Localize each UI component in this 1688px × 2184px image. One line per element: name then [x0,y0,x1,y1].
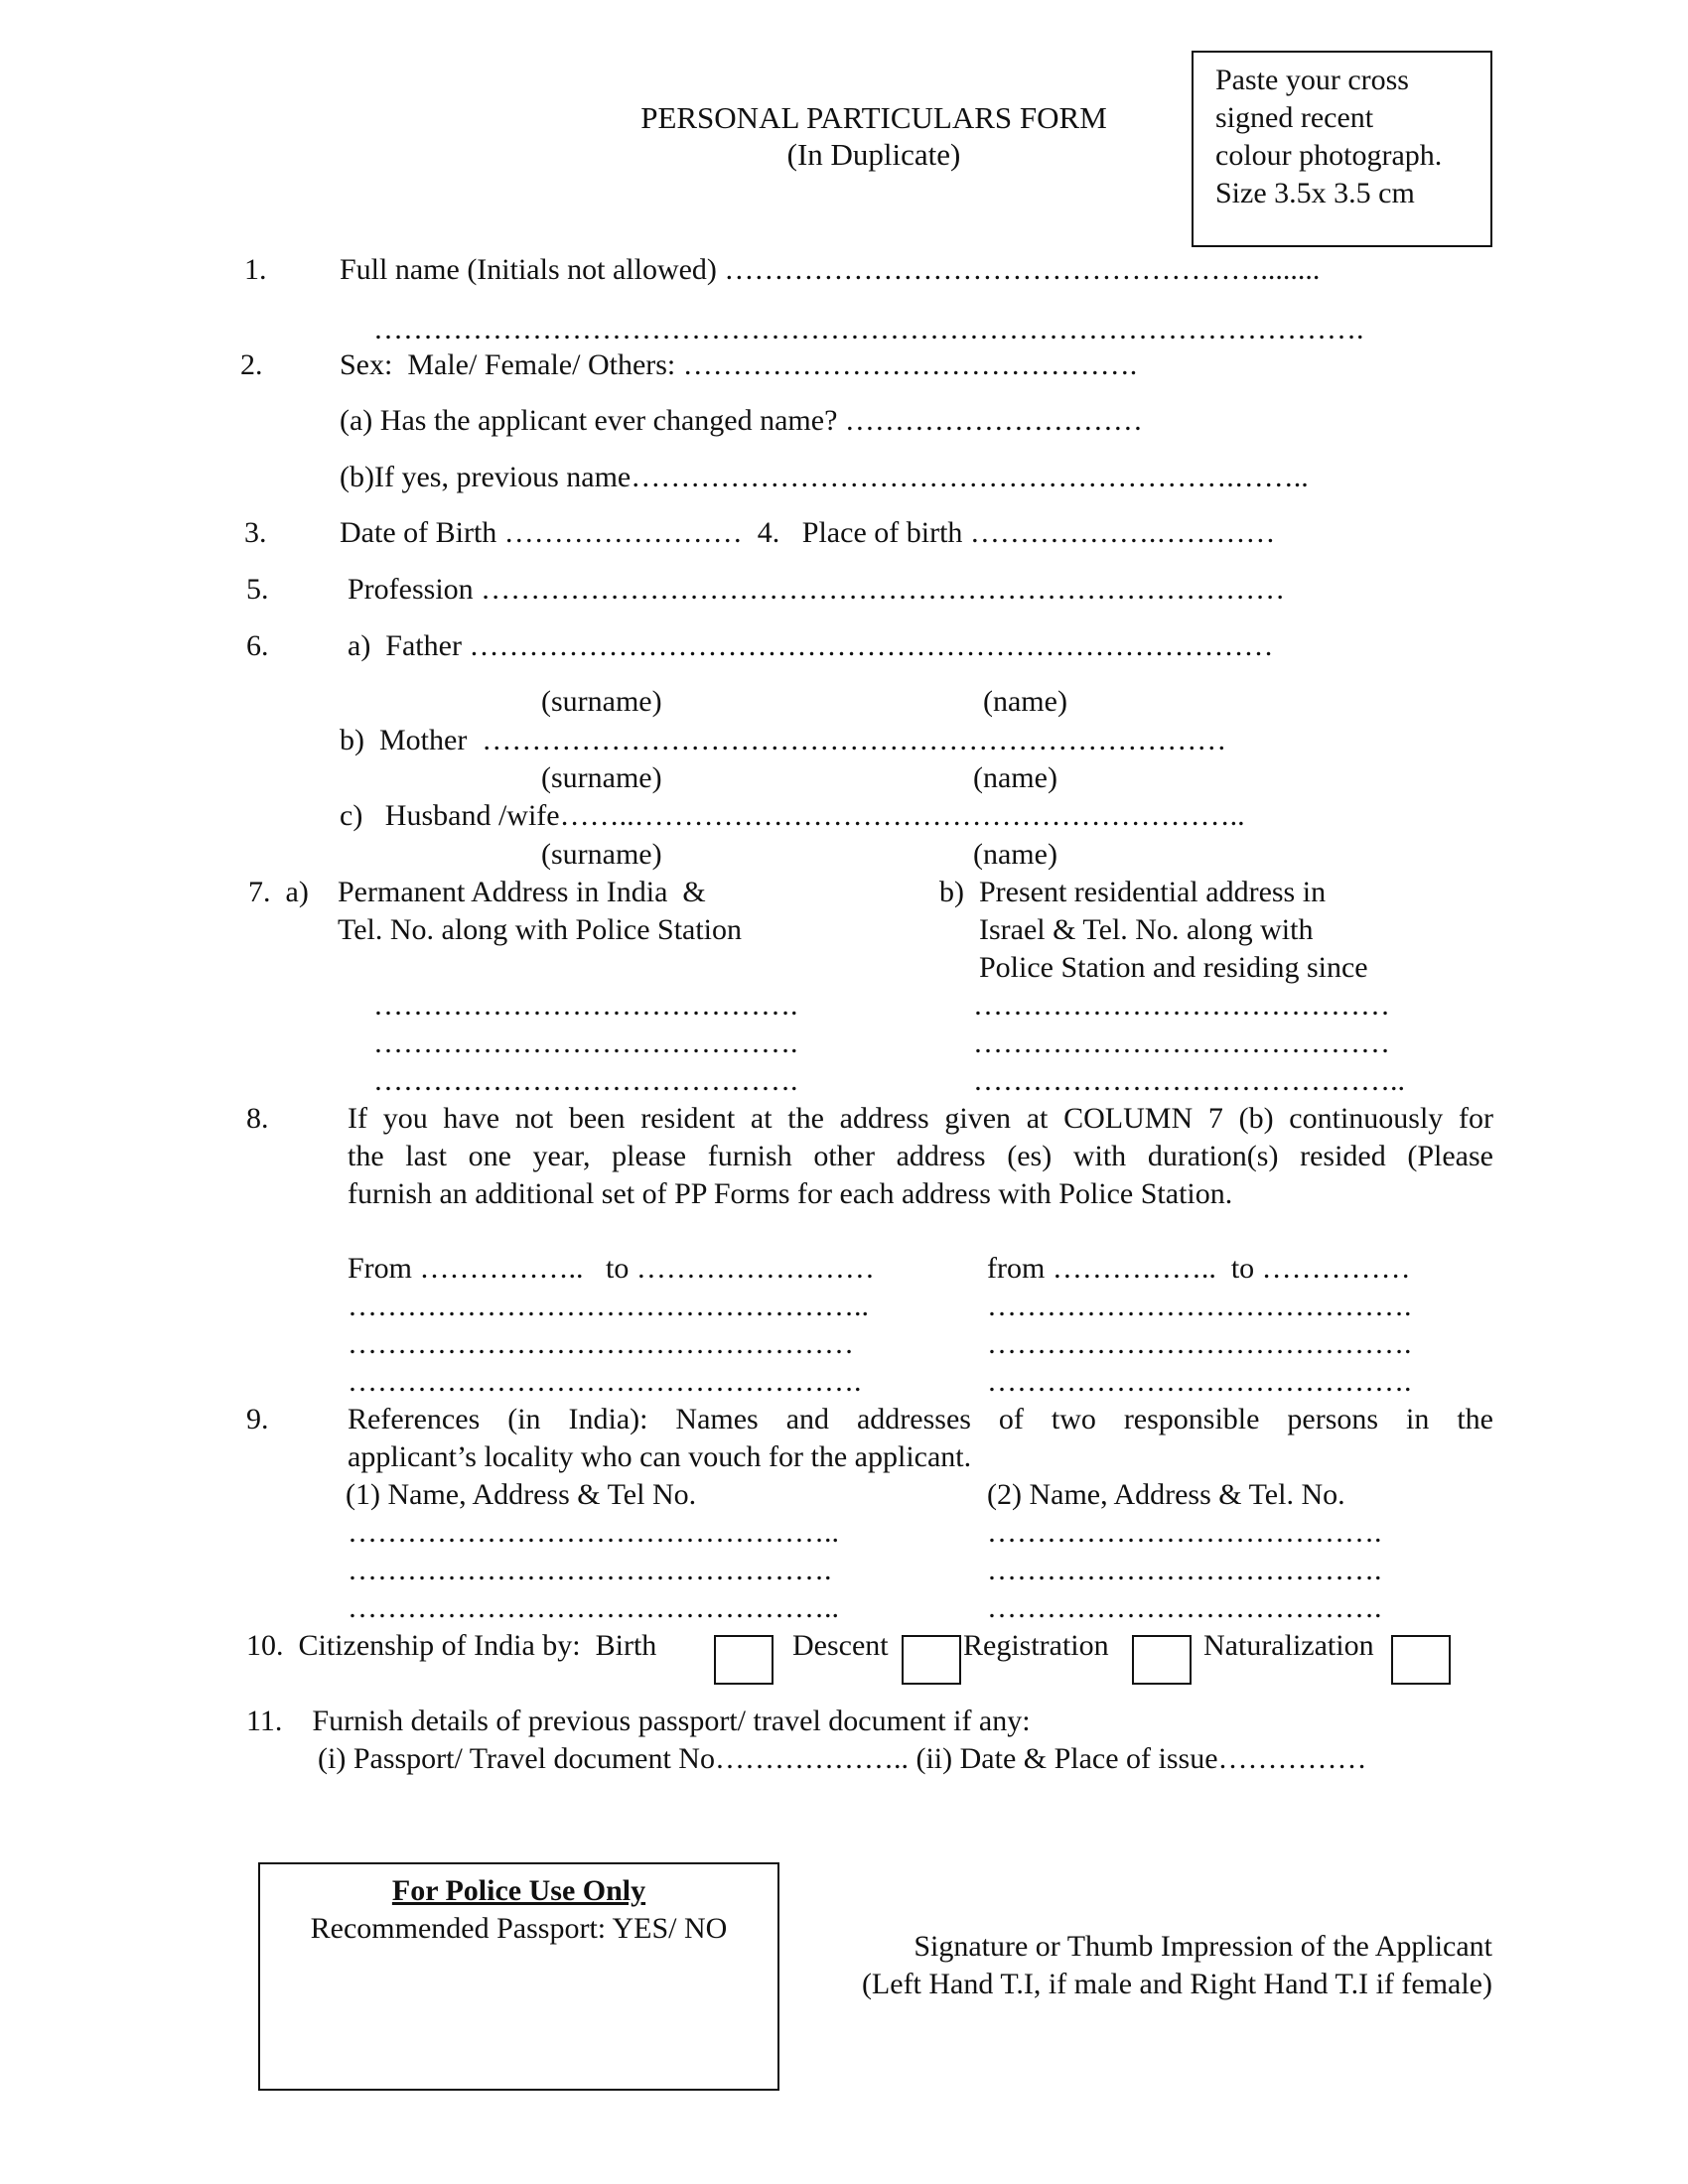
photo-instruction-line1: Paste your cross [1215,64,1409,96]
police-use-heading: For Police Use Only [391,1874,646,1907]
previous-address-2-line3[interactable]: ……………………………………. [987,1365,1412,1398]
mother-surname-caption: (surname) [541,761,662,794]
permanent-address-label: Permanent Address in India & [338,876,706,908]
previous-address-2-line2[interactable]: ……………………………………. [987,1327,1412,1360]
photo-box[interactable] [1192,51,1492,247]
reference-2-label: (2) Name, Address & Tel. No. [987,1478,1345,1511]
spouse-name-caption: (name) [973,838,1057,871]
q8-number: 8. [246,1102,269,1135]
citizenship-registration-checkbox[interactable] [1132,1635,1192,1685]
reference-1-line1[interactable]: ………………………………………….. [348,1516,839,1549]
q7a-number: 7. a) [248,876,309,908]
form-subtitle: (In Duplicate) [786,137,961,172]
permanent-address-line3[interactable]: ……………………………………. [373,1064,798,1097]
present-address-label-2: Israel & Tel. No. along with [979,913,1314,946]
previous-name-field[interactable]: (b)If yes, previous name…………………………………………………….…….. [340,461,1309,493]
reference-1-label: (1) Name, Address & Tel No. [346,1478,697,1511]
name-changed-field[interactable]: (a) Has the applicant ever changed name? ………………………… [340,404,1143,437]
citizenship-naturalization-checkbox[interactable] [1391,1635,1451,1685]
mother-name-caption: (name) [973,761,1057,794]
previous-address-dates-2[interactable]: from …………….. to …………… [987,1252,1411,1285]
previous-address-1-line1[interactable]: …………………………………………….. [348,1290,869,1322]
q5-number: 5. [246,573,269,606]
q8-instruction-line2: the last one year, please furnish other address (es) with duration(s) resided (Please [348,1140,1493,1172]
present-address-line1[interactable]: …………………………………… [973,989,1390,1022]
form-title: PERSONAL PARTICULARS FORM [640,100,1107,135]
previous-address-1-line3[interactable]: ……………………………………………. [348,1365,862,1398]
photo-instruction-line4: Size 3.5x 3.5 cm [1215,177,1415,209]
photo-instruction-line3: colour photograph. [1215,139,1443,172]
permanent-address-label-2: Tel. No. along with Police Station [338,913,743,946]
citizenship-descent-checkbox[interactable] [902,1635,961,1685]
mother-field[interactable]: b) Mother ………………………………………………………………… [340,724,1227,756]
q3-number: 3. [244,516,267,549]
reference-2-line1[interactable]: …………………………………. [987,1516,1382,1549]
reference-1-line2[interactable]: …………………………………………. [348,1554,832,1586]
permanent-address-line2[interactable]: ……………………………………. [373,1026,798,1059]
citizenship-birth-checkbox[interactable] [714,1635,774,1685]
present-address-label-3: Police Station and residing since [979,951,1368,984]
sex-field[interactable]: Sex: Male/ Female/ Others: ………………………………………. [340,348,1138,381]
q8-instruction-line1: If you have not been resident at the address given at COLUMN 7 (b) continuously for [348,1102,1493,1135]
q6-number: 6. [246,629,269,662]
q1-number: 1. [244,253,267,286]
q11-heading: 11. Furnish details of previous passport/ travel document if any: [246,1705,1031,1737]
father-name-caption: (name) [983,685,1067,718]
previous-address-dates-1[interactable]: From …………….. to …………………… [348,1252,875,1285]
previous-passport-field[interactable]: (i) Passport/ Travel document No……………….. (ii) Date & Place of issue…………… [318,1742,1367,1775]
dob-and-place-of-birth-field[interactable]: Date of Birth …………………… 4. Place of birth ……………….………… [340,516,1276,549]
q9-instruction-line2: applicant’s locality who can vouch for the applicant. [348,1440,972,1473]
thumb-impression-note: (Left Hand T.I, if male and Right Hand T.I if female) [861,1968,1492,2000]
permanent-address-line1[interactable]: ……………………………………. [373,989,798,1022]
full-name-field[interactable]: Full name (Initials not allowed) ………………………………………………........ [340,253,1321,286]
present-address-line2[interactable]: …………………………………… [973,1026,1390,1059]
profession-field[interactable]: Profession ……………………………………………………………………… [348,573,1286,606]
spouse-surname-caption: (surname) [541,838,662,871]
present-address-line3[interactable]: …………………………………….. [973,1064,1405,1097]
q9-number: 9. [246,1403,269,1435]
q8-instruction-line3: furnish an additional set of PP Forms for each address with Police Station. [348,1177,1233,1210]
citizenship-registration-label: Registration [963,1629,1109,1662]
full-name-continuation-field[interactable]: ………………………………………………………………………………………. [373,313,1364,345]
previous-address-2-line1[interactable]: ……………………………………. [987,1290,1412,1322]
recommended-passport-text: Recommended Passport: YES/ NO [310,1912,728,1945]
q9-instruction-line1: References (in India): Names and addresses of two responsible persons in the [348,1403,1493,1435]
spouse-field[interactable]: c) Husband /wife……..…………………………………………………….. [340,799,1245,832]
citizenship-descent-label: Descent [792,1629,889,1662]
citizenship-label: 10. Citizenship of India by: Birth [246,1629,657,1662]
reference-2-line3[interactable]: …………………………………. [987,1591,1382,1624]
citizenship-naturalization-label: Naturalization [1203,1629,1374,1662]
photo-instruction-line2: signed recent [1215,101,1374,134]
previous-address-1-line2[interactable]: …………………………………………… [348,1327,854,1360]
q2-number: 2. [240,348,263,381]
father-surname-caption: (surname) [541,685,662,718]
reference-1-line3[interactable]: ………………………………………….. [348,1591,839,1624]
father-field[interactable]: a) Father ……………………………………………………………………… [348,629,1274,662]
present-address-label: b) Present residential address in [939,876,1327,908]
reference-2-line2[interactable]: …………………………………. [987,1554,1382,1586]
signature-label: Signature or Thumb Impression of the Applicant [914,1930,1492,1963]
